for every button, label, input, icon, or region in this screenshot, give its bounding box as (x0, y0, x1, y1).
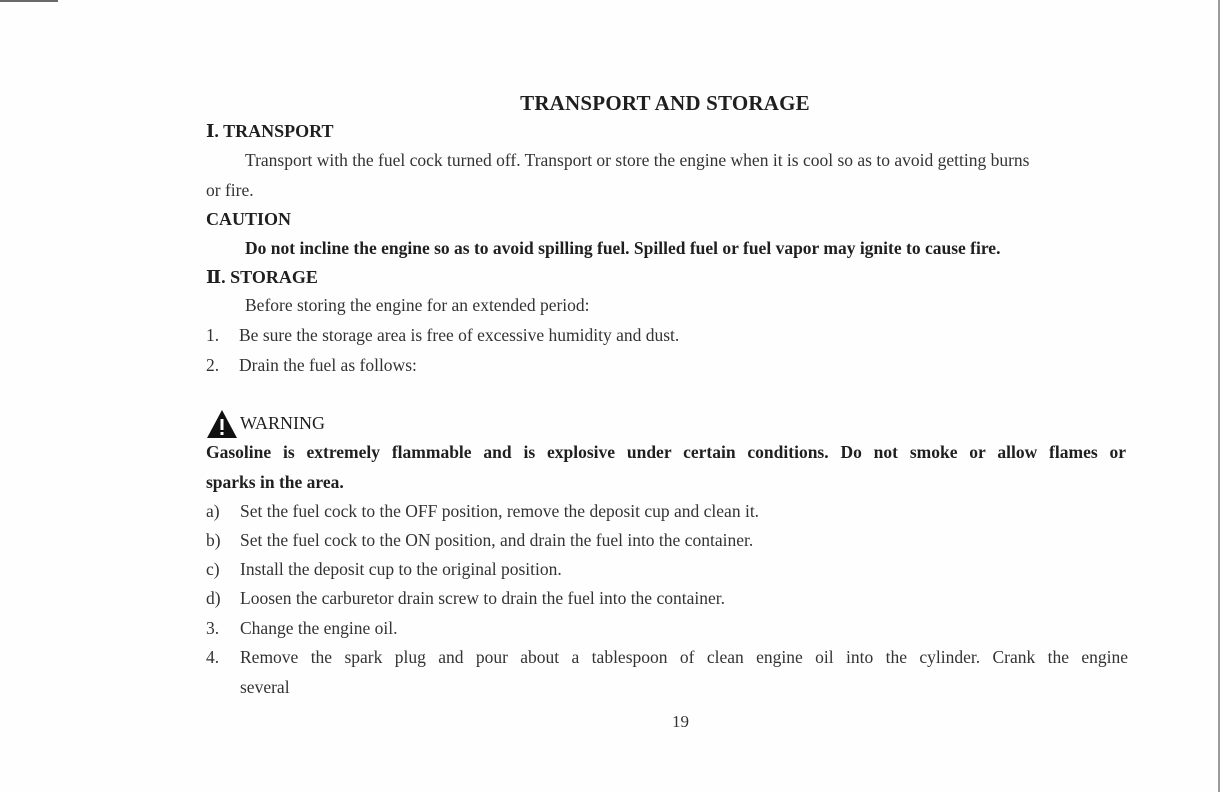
storage-intro: Before storing the engine for an extended period: (245, 295, 590, 315)
drain-step-c-text: Install the deposit cup to the original position. (240, 559, 562, 579)
scan-edge-line (0, 0, 58, 2)
storage-step-3-text: Change the engine oil. (240, 618, 398, 638)
storage-step-4-text-line1: Remove the spark plug and pour about a tablespoon of clean engine oil into the cylinder. Crank the engine (240, 647, 1128, 667)
storage-step-3-marker: 3. (206, 618, 220, 638)
transport-text-line1: Transport with the fuel cock turned off. Transport or store the engine when it is cool so as to avoid getting burns (245, 150, 1030, 170)
drain-step-b-marker: b) (206, 530, 221, 550)
drain-step-a-text: Set the fuel cock to the OFF position, remove the deposit cup and clean it. (240, 501, 760, 521)
storage-step-4-text-line2: several (240, 677, 290, 697)
transport-heading: Ⅰ. TRANSPORT (206, 121, 334, 141)
scan-right-edge (1218, 0, 1220, 792)
storage-step-2-marker: 2. (206, 355, 220, 375)
caution-heading: CAUTION (206, 209, 292, 229)
warning-heading: WARNING (240, 413, 325, 433)
drain-step-c-marker: c) (206, 559, 220, 579)
caution-text: Do not incline the engine so as to avoid spilling fuel. Spilled fuel or fuel vapor may ignite to cause fire. (245, 238, 1001, 258)
drain-step-d-marker: d) (206, 588, 221, 608)
drain-step-b-text: Set the fuel cock to the ON position, and drain the fuel into the container. (240, 530, 754, 550)
page-number: 19 (672, 712, 689, 731)
storage-step-4-marker: 4. (206, 647, 220, 667)
drain-step-a-marker: a) (206, 501, 220, 521)
warning-triangle-icon (206, 409, 238, 439)
storage-step-2-text: Drain the fuel as follows: (239, 355, 417, 375)
warning-text-line2: sparks in the area. (206, 472, 344, 492)
warning-text-line1: Gasoline is extremely flammable and is explosive under certain conditions. Do not smoke or allow flames or (206, 442, 1126, 462)
storage-step-1-text: Be sure the storage area is free of excessive humidity and dust. (239, 325, 680, 345)
page-title: TRANSPORT AND STORAGE (520, 91, 810, 115)
storage-step-1-marker: 1. (206, 325, 220, 345)
drain-step-d-text: Loosen the carburetor drain screw to drain the fuel into the container. (240, 588, 725, 608)
storage-heading: Ⅱ. STORAGE (206, 267, 318, 287)
transport-text-line2: or fire. (206, 180, 254, 200)
